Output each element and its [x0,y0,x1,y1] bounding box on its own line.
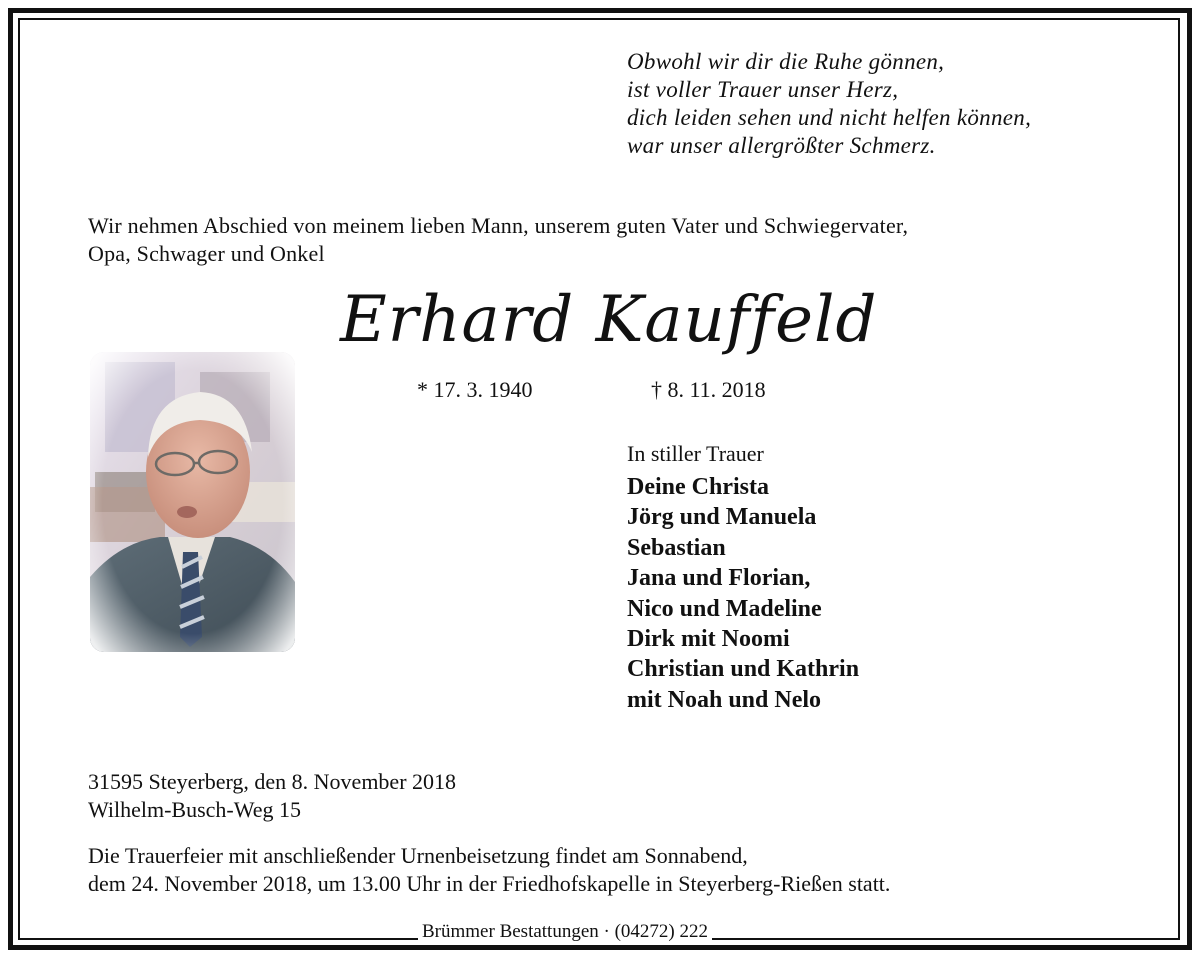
service-line: dem 24. November 2018, um 13.00 Uhr in der Friedhofskapelle in Steyerberg-Rießen statt. [88,871,891,896]
poem [627,48,1031,160]
mourner-name: Sebastian [627,534,726,561]
mourner-name: Deine Christa [627,474,769,500]
intro-line: Wir nehmen Abschied von meinem lieben Mann, unserem guten Vater und Schwiegervater, [88,213,909,238]
mourner-name: Jana und Florian, [627,565,811,592]
mourner-name: Dirk mit Noomi [627,626,790,653]
service-line: Die Trauerfeier mit anschließender Urnenbeisetzung findet am Sonnabend, [88,843,748,868]
poem-line: war unser allergrößter Schmerz. [627,133,936,158]
deceased-name: Erhard Kauffeld [340,283,878,357]
funeral-home-footer: Brümmer Bestattungen · (04272) 222 [418,920,712,944]
portrait-photo [90,352,295,652]
intro-line: Opa, Schwager und Onkel [88,241,325,266]
death-date: † 8. 11. 2018 [651,377,766,402]
mourner-name: Nico und Madeline [627,595,822,622]
mourner-name: mit Noah und Nelo [627,686,822,713]
address-line: Wilhelm-Busch-Weg 15 [88,797,302,822]
address-line: 31595 Steyerberg, den 8. November 2018 [88,769,457,794]
mourners-list [627,472,859,715]
funeral-service-info [88,842,890,898]
mourner-name: Christian und Kathrin [627,656,860,683]
mourning-label: In stiller Trauer [627,441,764,466]
poem-line: ist voller Trauer unser Herz, [627,77,899,102]
birth-date: * 17. 3. 1940 [417,377,533,402]
family-address [88,768,456,824]
poem-line: Obwohl wir dir die Ruhe gönnen, [627,49,945,74]
farewell-intro [88,212,908,268]
poem-line: dich leiden sehen und nicht helfen können, [627,105,1032,130]
mourner-name: Jörg und Manuela [627,504,817,531]
